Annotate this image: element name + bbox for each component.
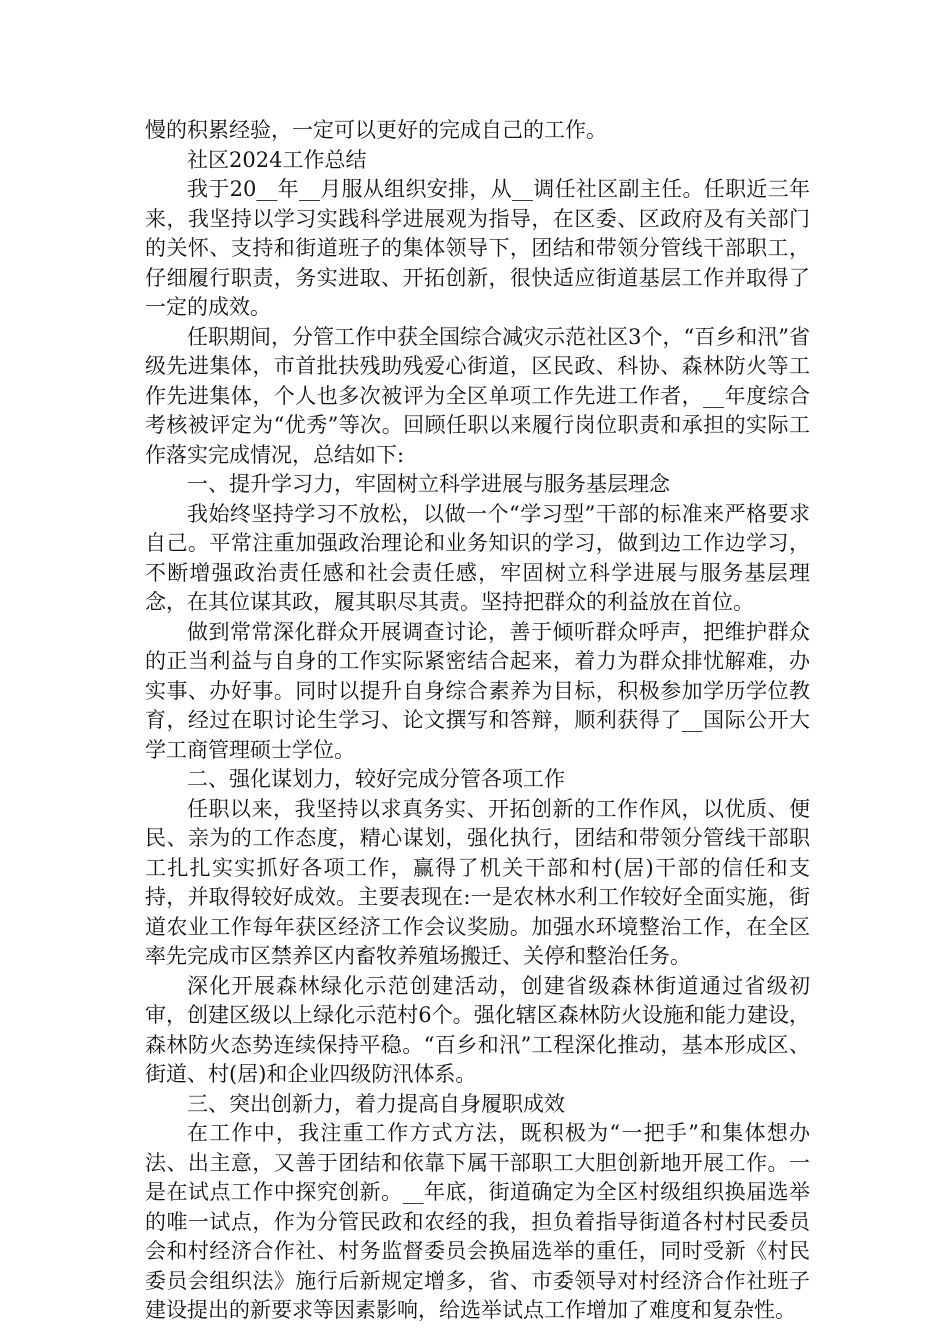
paragraph: 任职以来，我坚持以求真务实、开拓创新的工作作风，以优质、便民、亲为的工作态度，精心谋划，强化执行，团结和带领分管线干部职工扎扎实实抓好各项工作，赢得了机关干部和村(居)干部的信任和支持，并取得较好成效。主要表现在:一是农林水利工作较好全面实施，街道农业工作每年获区经济工作会议奖励。加强水环境整治工作，在全区率先完成市区禁养区内畜牧养殖场搬迁、关停和整治任务。 (145, 796, 810, 968)
document-title: 社区2024工作总结 (187, 147, 367, 172)
paragraph: 我于20__年__月服从组织安排，从__调任社区副主任。任职近三年来，我坚持以学习实践科学进展观为指导，在区委、区政府及有关部门的关怀、支持和街道班子的集体领导下，团结和带领分管线干部职工，仔细履行职责，务实进取、开拓创新，很快适应街道基层工作并取得了一定的成效。 (145, 177, 810, 319)
section-heading: 二、强化谋划力，较好完成分管各项工作 (187, 767, 565, 791)
paragraph: 做到常常深化群众开展调查讨论，善于倾听群众呼声，把维护群众的正当利益与自身的工作实际紧密结合起来，着力为群众排忧解难，办实事、办好事。同时以提升自身综合素养为目标，积极参加学历学位教育，经过在职讨论生学习、论文撰写和答辩，顺利获得了__国际公开大学工商管理硕士学位。 (145, 619, 810, 762)
paragraph: 深化开展森林绿化示范创建活动，创建省级森林街道通过省级初审，创建区级以上绿化示范村6个。强化辖区森林防火设施和能力建设，森林防火态势连续保持平稳。“百乡和汛”工程深化推动，基本形成区、街道、村(居)和企业四级防汛体系。 (145, 973, 810, 1086)
document-page (145, 116, 810, 1326)
paragraph-continued: 慢的积累经验，一定可以更好的完成自己的工作。 (145, 118, 607, 142)
paragraph: 我始终坚持学习不放松，以做一个“学习型”干部的标准来严格要求自己。平常注重加强政治理论和业务知识的学习，做到边工作边学习，不断增强政治责任感和社会责任感，牢固树立科学进展与服务基层理念，在其位谋其政，履其职尽其责。坚持把群众的利益放在首位。 (145, 501, 810, 614)
paragraph: 任职期间，分管工作中获全国综合减灾示范社区3个，“百乡和汛”省级先进集体，市首批扶残助残爱心街道，区民政、科协、森林防火等工作先进集体，个人也多次被评为全区单项工作先进工作者，__年度综合考核被评定为“优秀”等次。回顾任职以来履行岗位职责和承担的实际工作落实完成情况，总结如下: (145, 324, 810, 467)
section-heading: 一、提升学习力，牢固树立科学进展与服务基层理念 (187, 472, 670, 496)
paragraph: 在工作中，我注重工作方式方法，既积极为“一把手”和集体想办法、出主意，又善于团结和依靠下属干部职工大胆创新地开展工作。一是在试点工作中探究创新。__年底，街道确定为全区村级组织换届选举的唯一试点，作为分管民政和农经的我，担负着指导街道各村村民委员会和村经济合作社、村务监督委员会换届选举的重任，同时受新《村民委员会组织法》施行后新规定增多，省、市委领导对村经济合作社班子建设提出的新要求等因素影响，给选举试点工作增加了难度和复杂性。 (145, 1121, 810, 1322)
section-heading: 三、突出创新力，着力提高自身履职成效 (187, 1091, 565, 1116)
